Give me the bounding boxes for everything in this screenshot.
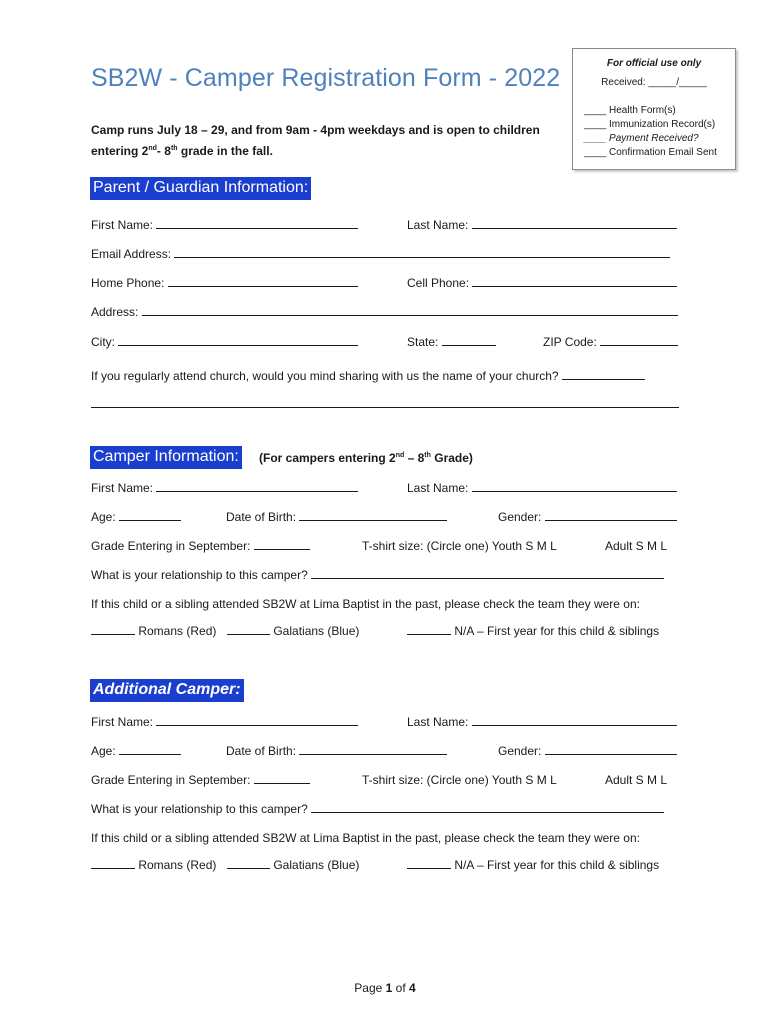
camper-dob-line[interactable] <box>299 510 447 521</box>
page-footer <box>0 981 770 995</box>
parent-zip-line[interactable] <box>600 335 678 346</box>
camper-section-header: Camper Information: <box>90 446 242 469</box>
camper-age-field[interactable] <box>91 509 181 525</box>
additional-first-name-label: First Name: <box>91 715 154 729</box>
parent-last-name-line[interactable] <box>472 218 677 229</box>
check-payment: ____ Payment Received? <box>584 133 699 144</box>
parent-cell-phone-line[interactable] <box>472 276 677 287</box>
camper-team-na[interactable] <box>407 623 659 639</box>
additional-gender-line[interactable] <box>545 744 677 755</box>
additional-first-name-line[interactable] <box>156 715 358 726</box>
camper-past-question: If this child or a sibling attended SB2W at Lima Baptist in the past, please check the team they were on: <box>91 597 640 611</box>
footer-of-word: of <box>395 981 406 995</box>
parent-cell-phone-field[interactable] <box>407 275 677 291</box>
additional-relationship-label: What is your relationship to this camper? <box>91 802 308 816</box>
additional-grade-label: Grade Entering in September: <box>91 773 251 787</box>
additional-grade-field[interactable] <box>91 772 310 788</box>
camper-team-na-check[interactable] <box>407 624 451 635</box>
additional-team-na[interactable] <box>407 857 659 873</box>
additional-team-galatians-check[interactable] <box>227 858 270 869</box>
parent-city-line[interactable] <box>118 335 358 346</box>
additional-grade-line[interactable] <box>254 773 310 784</box>
official-use-header: For official use only <box>606 58 702 69</box>
additional-relationship-line[interactable] <box>311 802 664 813</box>
additional-team-na-label: N/A – First year for this child & siblings <box>454 858 660 872</box>
camper-team-galatians-label: Galatians (Blue) <box>273 624 360 638</box>
check-health-form: ____ Health Form(s) <box>584 105 676 116</box>
parent-first-name-label: First Name: <box>91 218 154 232</box>
parent-state-label: State: <box>407 335 439 349</box>
camper-last-name-label: Last Name: <box>407 481 469 495</box>
camper-grade-note: (For campers entering 2nd – 8th Grade) <box>259 451 473 465</box>
additional-age-label: Age: <box>91 744 116 758</box>
camper-age-line[interactable] <box>119 510 181 521</box>
parent-address-line[interactable] <box>142 305 678 316</box>
footer-page-word: Page <box>354 981 383 995</box>
parent-city-label: City: <box>91 335 115 349</box>
camper-first-name-line[interactable] <box>156 481 358 492</box>
additional-camper-header: Additional Camper: <box>90 679 244 702</box>
camper-first-name-field[interactable] <box>91 480 358 496</box>
check-immunization: ____ Immunization Record(s) <box>584 119 716 130</box>
additional-relationship-field[interactable] <box>91 801 664 817</box>
parent-email-field[interactable] <box>91 246 670 262</box>
intro-line-2: entering 2nd- 8th grade in the fall. <box>91 144 273 158</box>
parent-first-name-field[interactable] <box>91 217 358 233</box>
parent-first-name-line[interactable] <box>156 218 358 229</box>
additional-tshirt-youth[interactable]: T-shirt size: (Circle one) Youth S M L <box>362 773 557 787</box>
camper-relationship-line[interactable] <box>311 568 664 579</box>
page-title: SB2W - Camper Registration Form - 2022 <box>91 64 561 92</box>
check-confirmation-email: ____ Confirmation Email Sent <box>584 147 717 158</box>
parent-last-name-label: Last Name: <box>407 218 469 232</box>
camper-tshirt-adult[interactable]: Adult S M L <box>605 539 668 553</box>
camper-relationship-label: What is your relationship to this camper? <box>91 568 308 582</box>
footer-page-total: 4 <box>409 981 416 995</box>
camper-gender-label: Gender: <box>498 510 542 524</box>
intro-line-1: Camp runs July 18 – 29, and from 9am - 4pm weekdays and is open to children <box>91 123 540 137</box>
additional-team-na-check[interactable] <box>407 858 451 869</box>
camper-team-galatians[interactable] <box>227 623 359 639</box>
parent-section-header: Parent / Guardian Information: <box>90 177 311 200</box>
camper-team-romans-check[interactable] <box>91 624 135 635</box>
official-use-box <box>572 48 736 170</box>
parent-zip-label: ZIP Code: <box>543 335 597 349</box>
parent-address-field[interactable] <box>91 304 678 320</box>
church-question-label: If you regularly attend church, would you mind sharing with us the name of your church? <box>91 369 559 383</box>
camper-dob-label: Date of Birth: <box>226 510 297 524</box>
additional-age-field[interactable] <box>91 743 181 759</box>
camper-team-na-label: N/A – First year for this child & siblings <box>454 624 660 638</box>
footer-page-number: 1 <box>385 981 393 995</box>
camper-grade-field[interactable] <box>91 538 310 554</box>
additional-team-galatians[interactable] <box>227 857 359 873</box>
parent-address-label: Address: <box>91 305 139 319</box>
additional-last-name-label: Last Name: <box>407 715 469 729</box>
parent-cell-phone-label: Cell Phone: <box>407 276 470 290</box>
additional-first-name-field[interactable] <box>91 714 358 730</box>
camper-first-name-label: First Name: <box>91 481 154 495</box>
parent-home-phone-label: Home Phone: <box>91 276 165 290</box>
parent-home-phone-line[interactable] <box>168 276 358 287</box>
received-field: Received: _____/_____ <box>601 77 707 88</box>
parent-state-field[interactable] <box>407 334 496 350</box>
additional-gender-field[interactable] <box>498 743 677 759</box>
additional-last-name-line[interactable] <box>472 715 677 726</box>
camper-team-romans-label: Romans (Red) <box>138 624 217 638</box>
parent-state-line[interactable] <box>442 335 496 346</box>
camper-gender-line[interactable] <box>545 510 677 521</box>
camper-grade-line[interactable] <box>254 539 310 550</box>
camper-last-name-line[interactable] <box>472 481 677 492</box>
additional-age-line[interactable] <box>119 744 181 755</box>
additional-last-name-field[interactable] <box>407 714 677 730</box>
parent-last-name-field[interactable] <box>407 217 677 233</box>
additional-tshirt-adult[interactable]: Adult S M L <box>605 773 668 787</box>
camper-age-label: Age: <box>91 510 116 524</box>
camper-team-romans[interactable] <box>91 623 216 639</box>
additional-team-galatians-label: Galatians (Blue) <box>273 858 360 872</box>
parent-home-phone-field[interactable] <box>91 275 358 291</box>
camper-tshirt-youth[interactable]: T-shirt size: (Circle one) Youth S M L <box>362 539 557 553</box>
additional-gender-label: Gender: <box>498 744 542 758</box>
camper-dob-field[interactable] <box>226 509 447 525</box>
additional-dob-label: Date of Birth: <box>226 744 297 758</box>
additional-past-question: If this child or a sibling attended SB2W at Lima Baptist in the past, please check the team they were on: <box>91 831 640 845</box>
additional-dob-field[interactable] <box>226 743 447 759</box>
additional-dob-line[interactable] <box>299 744 447 755</box>
additional-team-romans-check[interactable] <box>91 858 135 869</box>
additional-team-romans-label: Romans (Red) <box>138 858 217 872</box>
parent-city-field[interactable] <box>91 334 358 350</box>
church-question-field[interactable] <box>91 368 645 384</box>
camper-team-galatians-check[interactable] <box>227 624 270 635</box>
camper-relationship-field[interactable] <box>91 567 664 583</box>
parent-email-line[interactable] <box>174 247 670 258</box>
intro-text <box>91 120 561 162</box>
official-checklist <box>584 104 735 160</box>
parent-zip-field[interactable] <box>543 334 678 350</box>
camper-grade-label: Grade Entering in September: <box>91 539 251 553</box>
parent-email-label: Email Address: <box>91 247 172 261</box>
additional-team-romans[interactable] <box>91 857 216 873</box>
camper-last-name-field[interactable] <box>407 480 677 496</box>
church-answer-line-2[interactable] <box>91 406 679 408</box>
camper-gender-field[interactable] <box>498 509 677 525</box>
church-answer-line[interactable] <box>562 369 645 380</box>
